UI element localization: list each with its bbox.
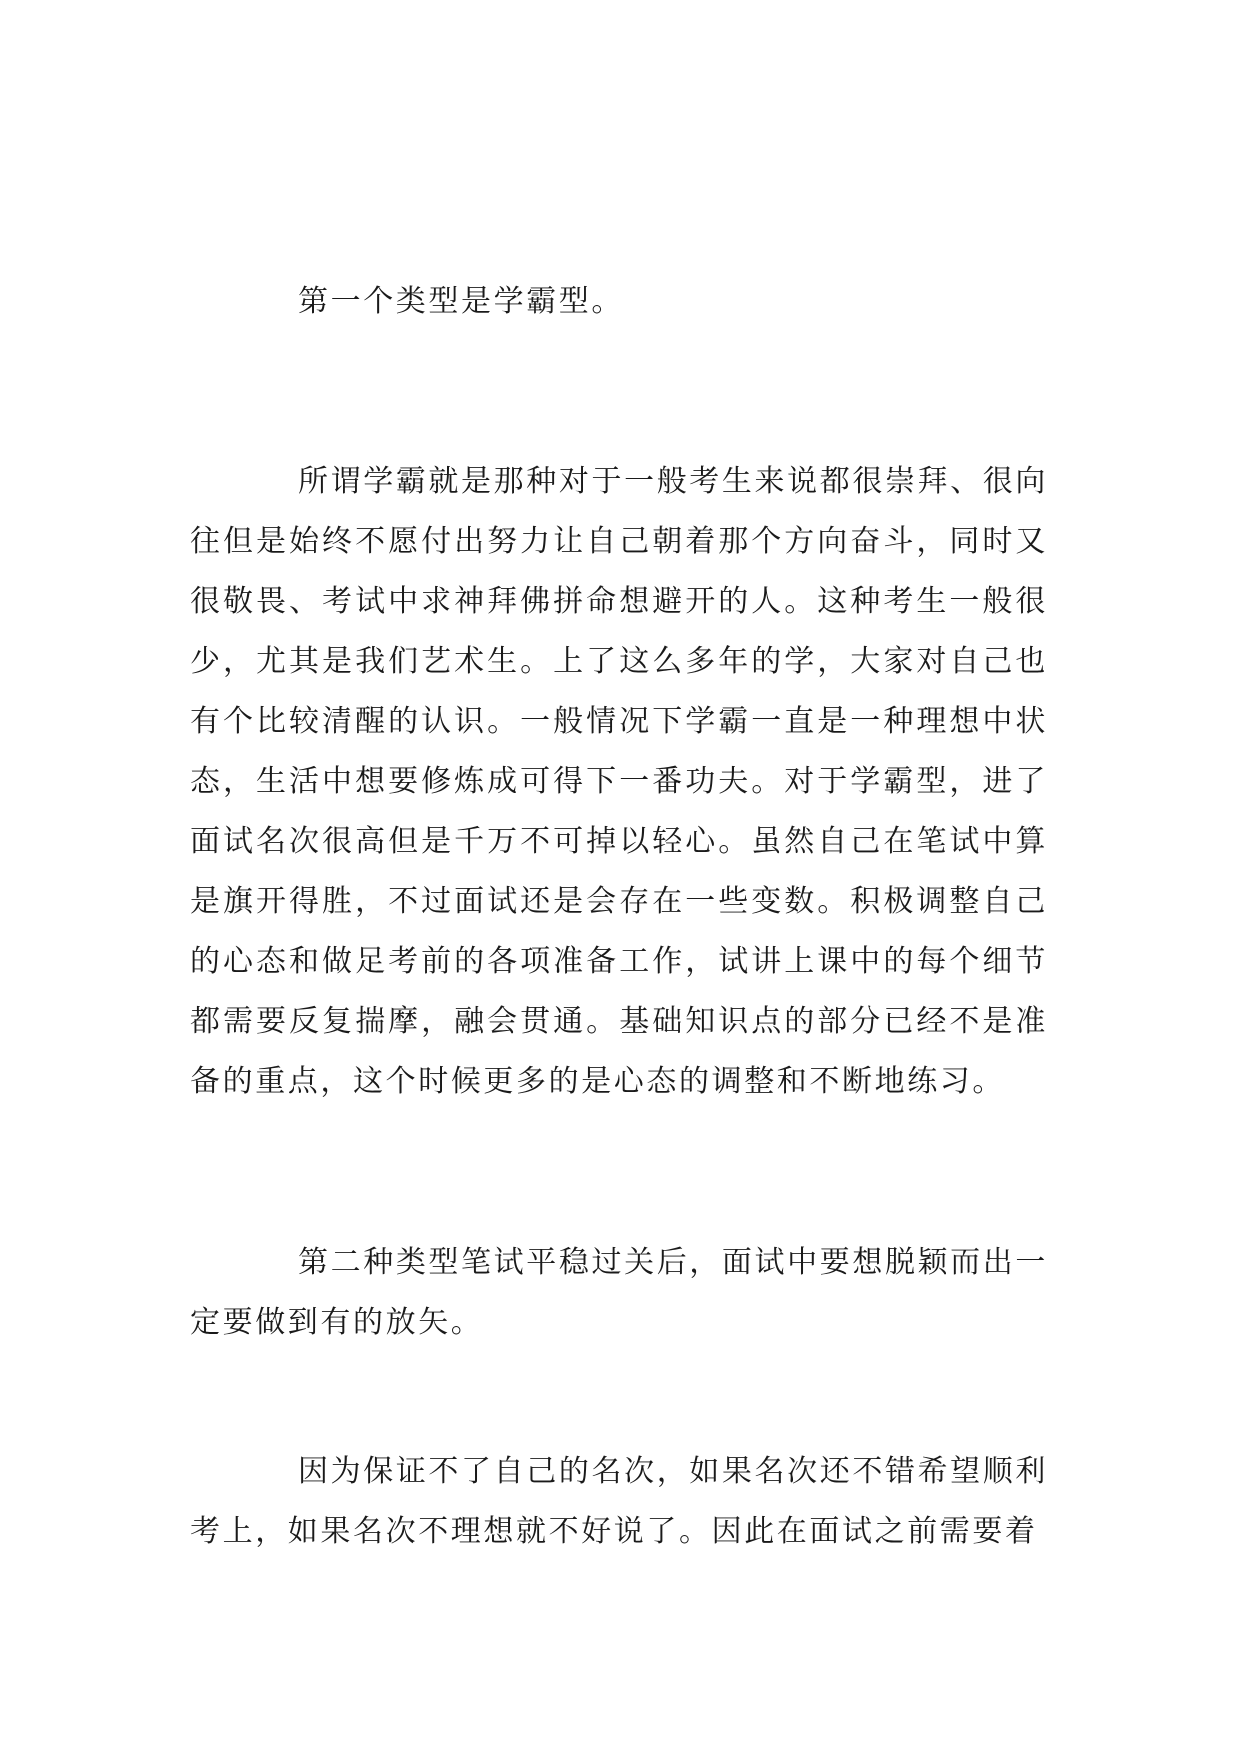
paragraph-ranking-uncertain: 因为保证不了自己的名次，如果名次还不错希望顺利考上，如果名次不理想就不好说了。因此在面试之前需要着	[190, 1454, 1048, 1549]
paragraph-type-one-heading: 第一个类型是学霸型。	[298, 284, 624, 319]
paragraph-type-two-intro: 第二种类型笔试平稳过关后，面试中要想脱颖而出一定要做到有的放矢。	[190, 1245, 1048, 1340]
paragraph-xueba-description: 所谓学霸就是那种对于一般考生来说都很崇拜、很向往但是始终不愿付出努力让自己朝着那个方向奋斗，同时又很敬畏、考试中求神拜佛拼命想避开的人。这种考生一般很少，尤其是我们艺术生。上了这么多年的学，大家对自己也有个比较清醒的认识。一般情况下学霸一直是一种理想中状态，生活中想要修炼成可得下一番功夫。对于学霸型，进了面试名次很高但是千万不可掉以轻心。虽然自己在笔试中算是旗开得胜，不过面试还是会存在一些变数。积极调整自己的心态和做足考前的各项准备工作，试讲上课中的每个细节都需要反复揣摩，融会贯通。基础知识点的部分已经不是准备的重点，这个时候更多的是心态的调整和不断地练习。	[190, 464, 1048, 1099]
